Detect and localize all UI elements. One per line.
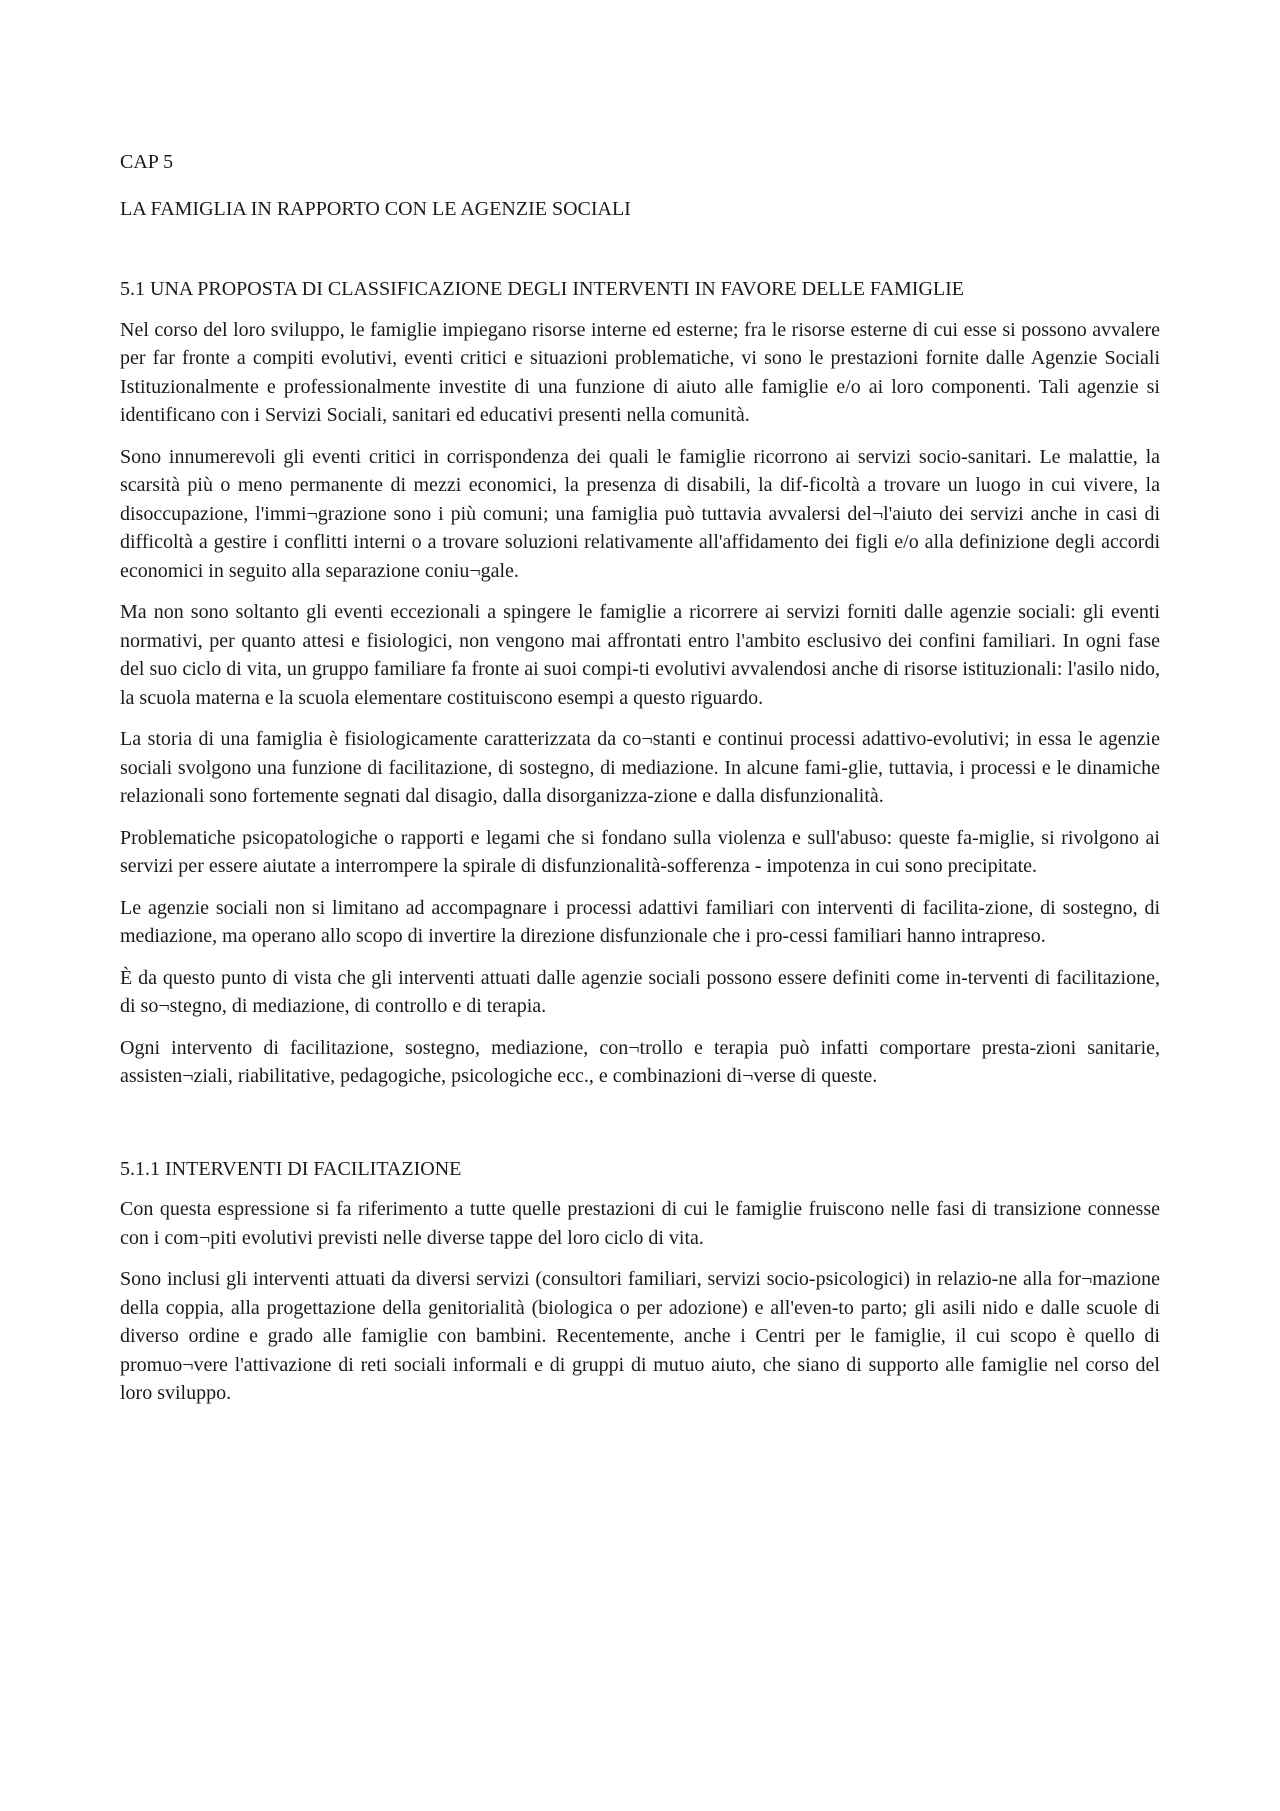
paragraph: Con questa espressione si fa riferimento a tutte quelle prestazioni di cui le famiglie fruiscono nelle fasi di transizione connesse con i com¬piti evolutivi previsti nelle diverse tappe del loro ciclo di vita. xyxy=(120,1198,1160,1249)
paragraph: Ogni intervento di facilitazione, sostegno, mediazione, con¬trollo e terapia può infatti comportare presta-zioni sanitarie, assisten¬ziali, riabilitative, pedagogiche, psicologiche ecc., e combinazioni di¬verse di queste. xyxy=(120,1036,1160,1087)
paragraph: Le agenzie sociali non si limitano ad accompagnare i processi adattivi familiari con interventi di facilita-zione, di sostegno, di mediazione, ma operano allo scopo di invertire la direzione disfunzionale che i pro-cessi familiari hanno intrapreso. xyxy=(120,896,1160,947)
paragraph: La storia di una famiglia è fisiologicamente caratterizzata da co¬stanti e continui processi adattivo-evolutivi; in essa le agenzie sociali svolgono una funzione di facilitazione, di sostegno, di mediazione. In alcune fami-glie, tuttavia, i processi e le dinamiche relazionali sono fortemente segnati dal disagio, dalla disorganizza-zione e dalla disfunzionalità. xyxy=(120,728,1160,807)
document-page xyxy=(120,148,1160,1421)
chapter-label: CAP 5 xyxy=(120,151,174,173)
section-heading-5-1-1: 5.1.1 INTERVENTI DI FACILITAZIONE xyxy=(120,1157,462,1180)
paragraph: Problematiche psicopatologiche o rapporti e legami che si fondano sulla violenza e sull'abuso: queste fa-miglie, si rivolgono ai servizi per essere aiutate a interrompere la spirale di disfunzionalità-sofferenza - impotenza in cui sono precipitate. xyxy=(120,826,1160,877)
paragraph: Sono innumerevoli gli eventi critici in corrispondenza dei quali le famiglie ricorrono ai servizi socio-sanitari. Le malattie, la scarsità più o meno permanente di mezzi economici, la presenza di disabili, la dif-ficoltà a trovare un luogo in cui vivere, la disoccupazione, l'immi¬grazione sono i più comuni; una famiglia può tuttavia avvalersi del¬l'aiuto dei servizi anche in casi di difficoltà a gestire i conflitti interni o a trovare soluzioni relativamente all'affidamento dei figli e/o alla definizione degli accordi economici in seguito alla separazione coniu¬gale. xyxy=(120,445,1160,582)
paragraph: Sono inclusi gli interventi attuati da diversi servizi (consultori familiari, servizi socio-psicologici) in relazio-ne alla for¬mazione della coppia, alla progettazione della genitorialità (biologica o per adozione) e all'even-to parto; gli asili nido e dalle scuole di diverso ordine e grado alle famiglie con bambini. Recentemente, anche i Centri per le famiglie, il cui scopo è quello di promuo¬vere l'attivazione di reti sociali informali e di gruppi di mutuo aiuto, che siano di supporto alle famiglie nel corso del loro sviluppo. xyxy=(120,1268,1160,1404)
chapter-title: LA FAMIGLIA IN RAPPORTO CON LE AGENZIE SOCIALI xyxy=(120,197,631,220)
paragraph: Nel corso del loro sviluppo, le famiglie impiegano risorse interne ed esterne; fra le risorse esterne di cui esse si possono avvalere per far fronte a compiti evolutivi, eventi critici e situazioni problematiche, vi sono le prestazioni fornite dalle Agenzie Sociali Istituzionalmente e professionalmente investite di una funzione di aiuto alle famiglie e/o ai loro componenti. Tali agenzie si identificano con i Servizi Sociali, sanitari ed educativi presenti nella comunità. xyxy=(120,318,1160,426)
paragraph: È da questo punto di vista che gli interventi attuati dalle agenzie sociali possono essere definiti come in-terventi di facilitazione, di so¬stegno, di mediazione, di controllo e di terapia. xyxy=(120,966,1160,1017)
paragraph: Ma non sono soltanto gli eventi eccezionali a spingere le famiglie a ricorrere ai servizi forniti dalle agenzie sociali: gli eventi normativi, per quanto attesi e fisiologici, non vengono mai affrontati entro l'ambito esclusivo dei confini familiari. In ogni fase del suo ciclo di vita, un gruppo familiare fa fronte ai suoi compi-ti evolutivi avvalendosi anche di risorse istituzionali: l'asilo nido, la scuola materna e la scuola elementare costituiscono esempi a questo riguardo. xyxy=(120,601,1160,709)
section-heading-5-1: 5.1 UNA PROPOSTA DI CLASSIFICAZIONE DEGLI INTERVENTI IN FAVORE DELLE FAMIGLIE xyxy=(120,278,964,300)
